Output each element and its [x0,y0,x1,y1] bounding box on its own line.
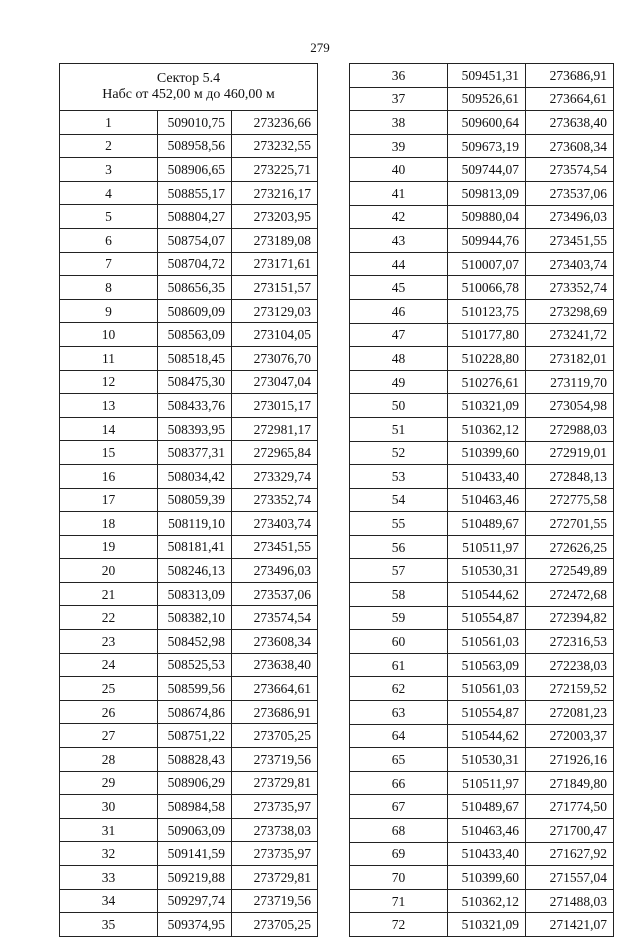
point-number-cell: 29 [60,771,158,795]
table-row [350,583,614,607]
table-row [350,158,614,182]
point-number-cell: 9 [60,299,158,323]
y-coordinate-cell: 271926,16 [526,748,614,772]
table-row [60,913,318,937]
x-coordinate-cell: 509813,09 [448,181,526,205]
point-number-cell: 66 [350,771,448,795]
table-row [350,748,614,772]
point-number-cell: 68 [350,819,448,843]
x-coordinate-cell: 510530,31 [448,559,526,583]
left-coordinates-table [59,63,318,937]
y-coordinate-cell: 272626,25 [526,535,614,559]
table-row [60,535,318,559]
table-row [350,866,614,890]
y-coordinate-cell: 273076,70 [232,346,318,370]
point-number-cell: 59 [350,606,448,630]
point-number-cell: 49 [350,370,448,394]
x-coordinate-cell: 508452,98 [158,630,232,654]
x-coordinate-cell: 510321,09 [448,913,526,937]
x-coordinate-cell: 509673,19 [448,134,526,158]
y-coordinate-cell: 273686,91 [232,700,318,724]
x-coordinate-cell: 508059,39 [158,488,232,512]
y-coordinate-cell: 272549,89 [526,559,614,583]
y-coordinate-cell: 273719,56 [232,748,318,772]
point-number-cell: 70 [350,866,448,890]
table-row [60,606,318,630]
point-number-cell: 46 [350,299,448,323]
x-coordinate-cell: 510066,78 [448,276,526,300]
point-number-cell: 41 [350,181,448,205]
x-coordinate-cell: 508754,07 [158,228,232,252]
point-number-cell: 5 [60,205,158,229]
x-coordinate-cell: 508181,41 [158,535,232,559]
y-coordinate-cell: 273496,03 [232,559,318,583]
x-coordinate-cell: 510563,09 [448,653,526,677]
point-number-cell: 48 [350,347,448,371]
y-coordinate-cell: 273189,08 [232,228,318,252]
point-number-cell: 52 [350,441,448,465]
table-row [60,748,318,772]
y-coordinate-cell: 272981,17 [232,417,318,441]
sector-header-row [60,64,318,111]
point-number-cell: 36 [350,64,448,88]
y-coordinate-cell: 273735,97 [232,842,318,866]
table-row [60,724,318,748]
x-coordinate-cell: 508828,43 [158,748,232,772]
y-coordinate-cell: 272775,58 [526,488,614,512]
table-row [350,512,614,536]
x-coordinate-cell: 508599,56 [158,677,232,701]
x-coordinate-cell: 508393,95 [158,417,232,441]
y-coordinate-cell: 272472,68 [526,583,614,607]
point-number-cell: 21 [60,582,158,606]
x-coordinate-cell: 510544,62 [448,583,526,607]
table-row [60,866,318,890]
page-number: 279 [310,40,330,55]
x-coordinate-cell: 508609,09 [158,299,232,323]
point-number-cell: 3 [60,158,158,182]
y-coordinate-cell: 273225,71 [232,158,318,182]
table-row [350,299,614,323]
point-number-cell: 45 [350,276,448,300]
x-coordinate-cell: 509297,74 [158,889,232,913]
y-coordinate-cell: 272316,53 [526,630,614,654]
point-number-cell: 69 [350,842,448,866]
y-coordinate-cell: 273729,81 [232,866,318,890]
point-number-cell: 31 [60,818,158,842]
table-row [350,205,614,229]
point-number-cell: 55 [350,512,448,536]
point-number-cell: 40 [350,158,448,182]
table-row [60,677,318,701]
table-row [350,64,614,88]
table-row [350,134,614,158]
x-coordinate-cell: 508674,86 [158,700,232,724]
table-row [60,488,318,512]
point-number-cell: 23 [60,630,158,654]
point-number-cell: 28 [60,748,158,772]
table-row [60,323,318,347]
table-row [350,441,614,465]
x-coordinate-cell: 509880,04 [448,205,526,229]
table-row [350,87,614,111]
point-number-cell: 72 [350,913,448,937]
sector-title: Сектор 5.4 [156,71,221,86]
point-number-cell: 65 [350,748,448,772]
right-coordinates-table [349,63,614,937]
x-coordinate-cell: 508906,65 [158,158,232,182]
point-number-cell: 26 [60,700,158,724]
table-row [60,299,318,323]
y-coordinate-cell: 273329,74 [232,464,318,488]
point-number-cell: 63 [350,701,448,725]
table-row [60,582,318,606]
x-coordinate-cell: 510399,60 [448,441,526,465]
x-coordinate-cell: 509374,95 [158,913,232,937]
table-row [60,630,318,654]
point-number-cell: 57 [350,559,448,583]
x-coordinate-cell: 510561,03 [448,677,526,701]
y-coordinate-cell: 273608,34 [232,630,318,654]
point-number-cell: 18 [60,512,158,536]
y-coordinate-cell: 273537,06 [526,181,614,205]
x-coordinate-cell: 508313,09 [158,582,232,606]
table-row [60,205,318,229]
y-coordinate-cell: 271849,80 [526,771,614,795]
table-row [350,181,614,205]
y-coordinate-cell: 273352,74 [232,488,318,512]
y-coordinate-cell: 273729,81 [232,771,318,795]
point-number-cell: 20 [60,559,158,583]
table-row [60,181,318,205]
table-row [350,370,614,394]
table-row [60,559,318,583]
table-row [350,842,614,866]
table-row [350,701,614,725]
table-row [60,653,318,677]
table-row [60,417,318,441]
x-coordinate-cell: 508433,76 [158,394,232,418]
table-row [60,228,318,252]
y-coordinate-cell: 273352,74 [526,276,614,300]
x-coordinate-cell: 509744,07 [448,158,526,182]
point-number-cell: 7 [60,252,158,276]
y-coordinate-cell: 273236,66 [232,111,318,135]
y-coordinate-cell: 273241,72 [526,323,614,347]
table-row [350,394,614,418]
point-number-cell: 33 [60,866,158,890]
point-number-cell: 10 [60,323,158,347]
y-coordinate-cell: 272081,23 [526,701,614,725]
table-row [350,724,614,748]
table-row [350,913,614,937]
x-coordinate-cell: 508475,30 [158,370,232,394]
y-coordinate-cell: 273216,17 [232,181,318,205]
x-coordinate-cell: 510544,62 [448,724,526,748]
table-row [60,252,318,276]
x-coordinate-cell: 508518,45 [158,346,232,370]
table-row [60,370,318,394]
y-coordinate-cell: 271421,07 [526,913,614,937]
point-number-cell: 27 [60,724,158,748]
y-coordinate-cell: 272701,55 [526,512,614,536]
x-coordinate-cell: 510433,40 [448,842,526,866]
table-row [60,464,318,488]
table-row [350,465,614,489]
x-coordinate-cell: 508377,31 [158,441,232,465]
table-row [60,441,318,465]
x-coordinate-cell: 508704,72 [158,252,232,276]
table-row [60,771,318,795]
point-number-cell: 19 [60,535,158,559]
table-row [60,818,318,842]
point-number-cell: 17 [60,488,158,512]
x-coordinate-cell: 510511,97 [448,535,526,559]
table-row [60,346,318,370]
point-number-cell: 14 [60,417,158,441]
point-number-cell: 38 [350,111,448,135]
point-number-cell: 1 [60,111,158,135]
x-coordinate-cell: 510276,61 [448,370,526,394]
table-row [350,771,614,795]
y-coordinate-cell: 272238,03 [526,653,614,677]
x-coordinate-cell: 508906,29 [158,771,232,795]
y-coordinate-cell: 273203,95 [232,205,318,229]
y-coordinate-cell: 273705,25 [232,724,318,748]
x-coordinate-cell: 510463,46 [448,819,526,843]
x-coordinate-cell: 510362,12 [448,889,526,913]
x-coordinate-cell: 509219,88 [158,866,232,890]
y-coordinate-cell: 273537,06 [232,582,318,606]
x-coordinate-cell: 508804,27 [158,205,232,229]
x-coordinate-cell: 509010,75 [158,111,232,135]
x-coordinate-cell: 510561,03 [448,630,526,654]
point-number-cell: 4 [60,181,158,205]
y-coordinate-cell: 273151,57 [232,276,318,300]
y-coordinate-cell: 273664,61 [232,677,318,701]
point-number-cell: 51 [350,417,448,441]
y-coordinate-cell: 273119,70 [526,370,614,394]
y-coordinate-cell: 273638,40 [526,111,614,135]
x-coordinate-cell: 510007,07 [448,252,526,276]
y-coordinate-cell: 271557,04 [526,866,614,890]
y-coordinate-cell: 273129,03 [232,299,318,323]
point-number-cell: 54 [350,488,448,512]
y-coordinate-cell: 273638,40 [232,653,318,677]
table-row [350,347,614,371]
table-row [60,111,318,135]
table-row [350,677,614,701]
sector-elevation-range: Набс от 452,00 м до 460,00 м [102,87,275,102]
x-coordinate-cell: 510530,31 [448,748,526,772]
point-number-cell: 35 [60,913,158,937]
point-number-cell: 22 [60,606,158,630]
y-coordinate-cell: 273608,34 [526,134,614,158]
point-number-cell: 53 [350,465,448,489]
table-row [350,606,614,630]
y-coordinate-cell: 273232,55 [232,134,318,158]
x-coordinate-cell: 508525,53 [158,653,232,677]
point-number-cell: 12 [60,370,158,394]
x-coordinate-cell: 509141,59 [158,842,232,866]
table-row [60,276,318,300]
point-number-cell: 47 [350,323,448,347]
x-coordinate-cell: 509451,31 [448,64,526,88]
table-row [350,323,614,347]
y-coordinate-cell: 273451,55 [232,535,318,559]
x-coordinate-cell: 510554,87 [448,606,526,630]
x-coordinate-cell: 510511,97 [448,771,526,795]
x-coordinate-cell: 509944,76 [448,229,526,253]
x-coordinate-cell: 508382,10 [158,606,232,630]
y-coordinate-cell: 272848,13 [526,465,614,489]
x-coordinate-cell: 508656,35 [158,276,232,300]
y-coordinate-cell: 273054,98 [526,394,614,418]
y-coordinate-cell: 273298,69 [526,299,614,323]
point-number-cell: 25 [60,677,158,701]
table-row [350,229,614,253]
x-coordinate-cell: 510489,67 [448,795,526,819]
y-coordinate-cell: 273104,05 [232,323,318,347]
y-coordinate-cell: 273403,74 [232,512,318,536]
table-row [60,512,318,536]
y-coordinate-cell: 271627,92 [526,842,614,866]
point-number-cell: 6 [60,228,158,252]
y-coordinate-cell: 272965,84 [232,441,318,465]
y-coordinate-cell: 273451,55 [526,229,614,253]
point-number-cell: 11 [60,346,158,370]
x-coordinate-cell: 510399,60 [448,866,526,890]
x-coordinate-cell: 508855,17 [158,181,232,205]
x-coordinate-cell: 510321,09 [448,394,526,418]
y-coordinate-cell: 273403,74 [526,252,614,276]
x-coordinate-cell: 510177,80 [448,323,526,347]
y-coordinate-cell: 273047,04 [232,370,318,394]
x-coordinate-cell: 508034,42 [158,464,232,488]
x-coordinate-cell: 510362,12 [448,417,526,441]
table-row [60,842,318,866]
point-number-cell: 39 [350,134,448,158]
y-coordinate-cell: 272988,03 [526,417,614,441]
point-number-cell: 61 [350,653,448,677]
point-number-cell: 34 [60,889,158,913]
x-coordinate-cell: 510433,40 [448,465,526,489]
x-coordinate-cell: 509600,64 [448,111,526,135]
point-number-cell: 37 [350,87,448,111]
y-coordinate-cell: 273015,17 [232,394,318,418]
table-row [60,394,318,418]
table-row [60,889,318,913]
x-coordinate-cell: 508984,58 [158,795,232,819]
point-number-cell: 16 [60,464,158,488]
y-coordinate-cell: 272394,82 [526,606,614,630]
point-number-cell: 13 [60,394,158,418]
x-coordinate-cell: 510463,46 [448,488,526,512]
table-row [60,700,318,724]
table-row [60,795,318,819]
point-number-cell: 64 [350,724,448,748]
point-number-cell: 62 [350,677,448,701]
y-coordinate-cell: 273664,61 [526,87,614,111]
y-coordinate-cell: 273686,91 [526,64,614,88]
point-number-cell: 58 [350,583,448,607]
y-coordinate-cell: 273496,03 [526,205,614,229]
y-coordinate-cell: 272003,37 [526,724,614,748]
point-number-cell: 8 [60,276,158,300]
point-number-cell: 50 [350,394,448,418]
point-number-cell: 43 [350,229,448,253]
y-coordinate-cell: 271700,47 [526,819,614,843]
y-coordinate-cell: 271488,03 [526,889,614,913]
table-row [60,134,318,158]
y-coordinate-cell: 273182,01 [526,347,614,371]
table-row [60,158,318,182]
y-coordinate-cell: 273574,54 [526,158,614,182]
y-coordinate-cell: 273574,54 [232,606,318,630]
x-coordinate-cell: 510489,67 [448,512,526,536]
y-coordinate-cell: 273735,97 [232,795,318,819]
point-number-cell: 60 [350,630,448,654]
point-number-cell: 15 [60,441,158,465]
point-number-cell: 30 [60,795,158,819]
point-number-cell: 56 [350,535,448,559]
table-row [350,111,614,135]
x-coordinate-cell: 508751,22 [158,724,232,748]
point-number-cell: 42 [350,205,448,229]
x-coordinate-cell: 508119,10 [158,512,232,536]
x-coordinate-cell: 508958,56 [158,134,232,158]
table-row [350,653,614,677]
table-row [350,559,614,583]
x-coordinate-cell: 509526,61 [448,87,526,111]
table-row [350,252,614,276]
point-number-cell: 32 [60,842,158,866]
table-row [350,417,614,441]
point-number-cell: 71 [350,889,448,913]
table-row [350,276,614,300]
x-coordinate-cell: 509063,09 [158,818,232,842]
y-coordinate-cell: 273738,03 [232,818,318,842]
x-coordinate-cell: 508563,09 [158,323,232,347]
table-row [350,488,614,512]
y-coordinate-cell: 272159,52 [526,677,614,701]
y-coordinate-cell: 272919,01 [526,441,614,465]
x-coordinate-cell: 508246,13 [158,559,232,583]
y-coordinate-cell: 273171,61 [232,252,318,276]
x-coordinate-cell: 510228,80 [448,347,526,371]
point-number-cell: 67 [350,795,448,819]
table-row [350,819,614,843]
table-row [350,630,614,654]
point-number-cell: 24 [60,653,158,677]
x-coordinate-cell: 510554,87 [448,701,526,725]
table-row [350,535,614,559]
point-number-cell: 44 [350,252,448,276]
y-coordinate-cell: 273719,56 [232,889,318,913]
sector-header [60,64,318,111]
y-coordinate-cell: 273705,25 [232,913,318,937]
y-coordinate-cell: 271774,50 [526,795,614,819]
x-coordinate-cell: 510123,75 [448,299,526,323]
point-number-cell: 2 [60,134,158,158]
table-row [350,889,614,913]
table-row [350,795,614,819]
